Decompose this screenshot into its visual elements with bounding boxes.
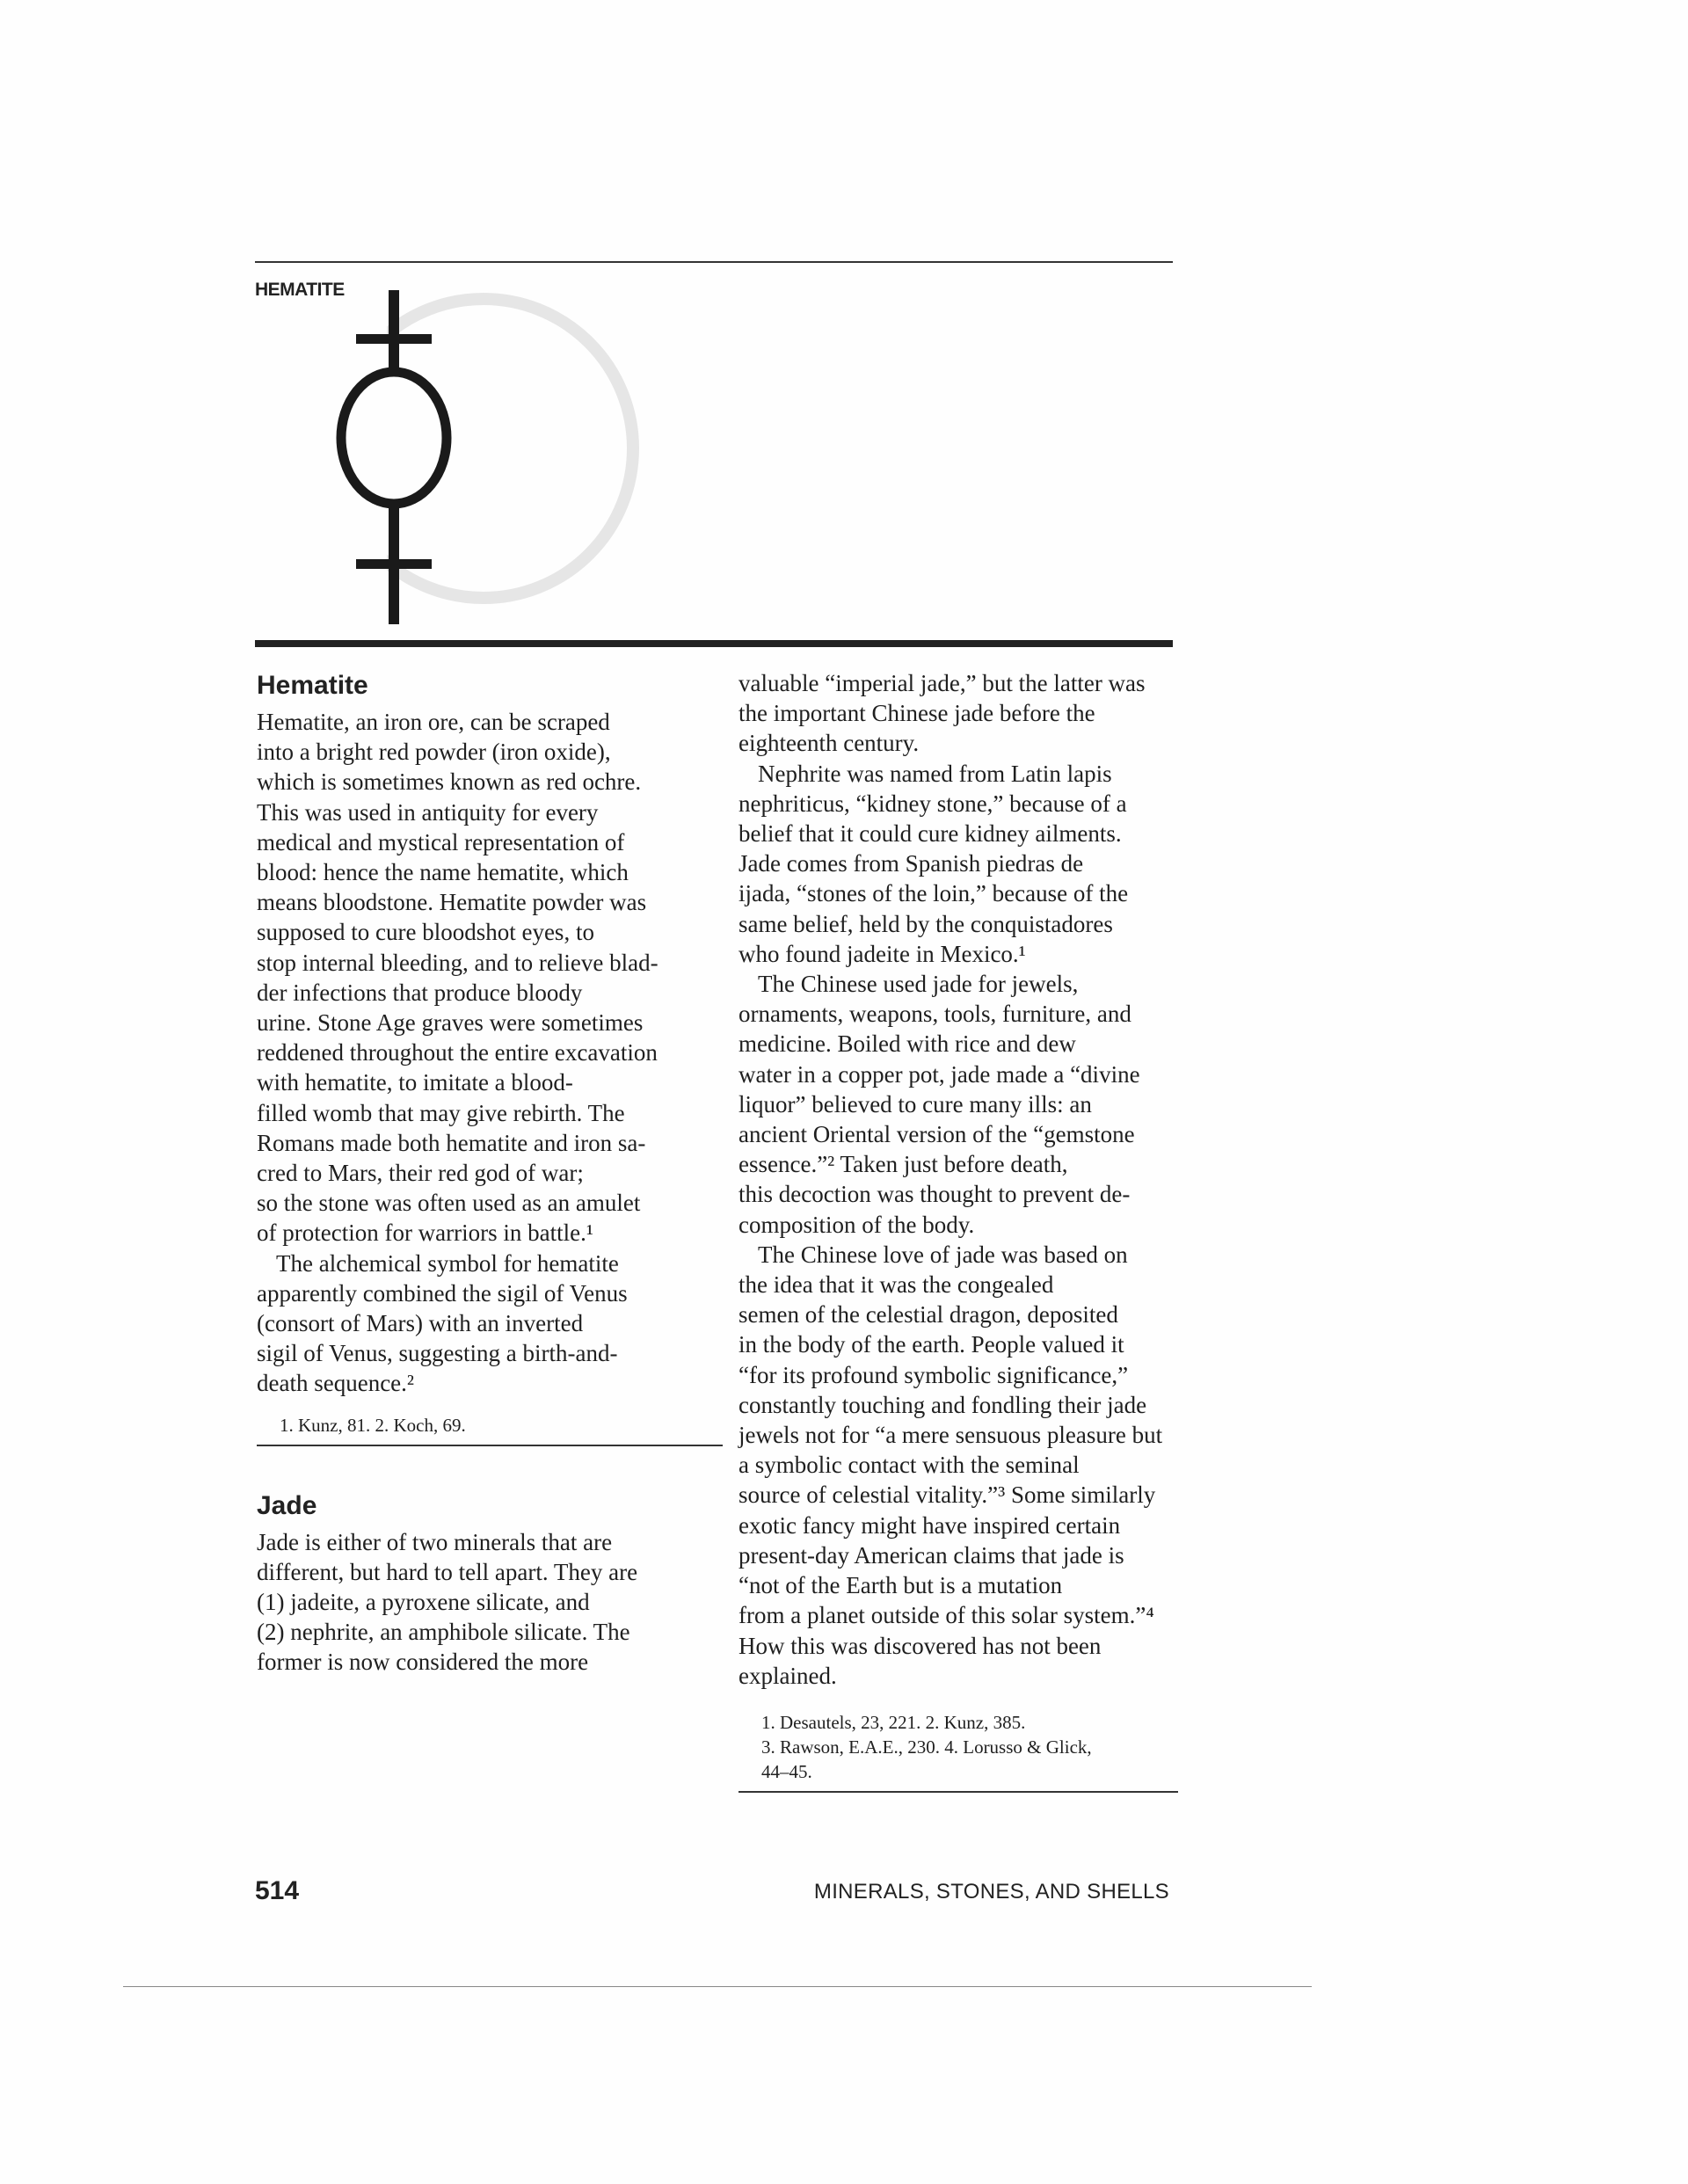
text-line: ornaments, weapons, tools, furniture, and: [738, 1001, 1131, 1028]
text-line: reddened throughout the entire excavation: [257, 1039, 658, 1067]
text-line: jewels not for “a mere sensuous pleasure but: [738, 1422, 1163, 1449]
text-line: former is now considered the more: [257, 1649, 589, 1676]
text-line: ancient Oriental version of the “gemstone: [738, 1121, 1135, 1148]
hematite-body: [257, 707, 723, 1399]
text-line: Jade is either of two minerals that are: [257, 1528, 613, 1555]
text-line: filled womb that may give rebirth. The: [257, 1099, 625, 1126]
text-line: in the body of the earth. People valued it: [738, 1331, 1124, 1358]
left-column: [257, 668, 723, 1678]
text-line: of protection for warriors in battle.¹: [257, 1219, 593, 1247]
text-line: semen of the celestial dragon, deposited: [738, 1301, 1118, 1329]
scan-edge-line: [123, 1986, 1312, 1987]
text-line: nephriticus, “kidney stone,” because of a: [738, 790, 1127, 817]
text-line: “for its profound symbolic significance,”: [738, 1361, 1129, 1388]
text-line: belief that it could cure kidney ailments.: [738, 820, 1122, 848]
text-line: different, but hard to tell apart. They are: [257, 1558, 638, 1585]
text-line: same belief, held by the conquistadores: [738, 910, 1113, 937]
text-line: The Chinese used jade for jewels,: [758, 971, 1079, 998]
text-line: eighteenth century.: [738, 730, 920, 757]
text-line: (2) nephrite, an amphibole silicate. The: [257, 1619, 630, 1646]
text-line: exotic fancy might have inspired certain: [738, 1511, 1121, 1539]
text-line: a symbolic contact with the seminal: [738, 1452, 1080, 1479]
text-line: from a planet outside of this solar system.”⁴: [738, 1602, 1154, 1629]
page-number: 514: [255, 1876, 300, 1905]
text-line: who found jadeite in Mexico.¹: [738, 940, 1026, 967]
text-line: Romans made both hematite and iron sa-: [257, 1129, 646, 1156]
text-line: death sequence.²: [257, 1370, 415, 1397]
text-line: The alchemical symbol for hematite: [276, 1249, 619, 1277]
jade-body-right: [738, 668, 1178, 1691]
jade-footnotes: [738, 1710, 1178, 1784]
text-line: which is sometimes known as red ochre.: [257, 768, 642, 796]
text-line: medical and mystical representation of: [257, 828, 625, 855]
text-line: apparently combined the sigil of Venus: [257, 1279, 628, 1307]
text-line: This was used in antiquity for every: [257, 798, 599, 826]
text-line: so the stone was often used as an amulet: [257, 1190, 641, 1217]
text-line: medicine. Boiled with rice and dew: [738, 1030, 1076, 1058]
hematite-footnotes: [257, 1413, 723, 1438]
text-line: liquor” believed to cure many ills: an: [738, 1090, 1092, 1117]
top-rule: [255, 261, 1173, 263]
jade-heading: Jade: [257, 1490, 317, 1520]
text-line: der infections that produce bloody: [257, 979, 583, 1006]
text-line: blood: hence the name hematite, which: [257, 859, 629, 886]
hematite-alchemical-symbol-icon: [316, 290, 475, 624]
text-line: cred to Mars, their red god of war;: [257, 1160, 584, 1187]
text-line: into a bright red powder (iron oxide),: [257, 739, 611, 766]
footnote-line: 3. Rawson, E.A.E., 230. 4. Lorusso & Glick,: [761, 1736, 1092, 1758]
running-title: MINERALS, STONES, AND SHELLS: [813, 1880, 1169, 1904]
text-line: urine. Stone Age graves were sometimes: [257, 1009, 644, 1037]
text-line: ijada, “stones of the loin,” because of the: [738, 880, 1129, 907]
text-line: constantly touching and fondling their jade: [738, 1391, 1147, 1418]
jade-body-left: [257, 1527, 723, 1678]
footnote-rule: [738, 1791, 1178, 1793]
text-line: Hematite, an iron ore, can be scraped: [257, 709, 610, 735]
footnote-line: 1. Desautels, 23, 221. 2. Kunz, 385.: [761, 1711, 1026, 1733]
text-line: supposed to cure bloodshot eyes, to: [257, 919, 594, 946]
right-column: [738, 668, 1178, 1793]
text-line: present-day American claims that jade is: [738, 1541, 1124, 1569]
text-line: (consort of Mars) with an inverted: [257, 1310, 584, 1337]
text-line: sigil of Venus, suggesting a birth-and-: [257, 1340, 618, 1367]
text-line: The Chinese love of jade was based on: [758, 1241, 1128, 1268]
text-line: Jade comes from Spanish piedras de: [738, 850, 1084, 877]
text-line: essence.”² Taken just before death,: [738, 1151, 1068, 1178]
text-line: stop internal bleeding, and to relieve blad-: [257, 949, 658, 976]
text-line: with hematite, to imitate a blood-: [257, 1069, 573, 1096]
hematite-heading: Hematite: [257, 671, 368, 700]
footnote-rule: [257, 1445, 723, 1446]
text-line: water in a copper pot, jade made a “divine: [738, 1060, 1140, 1088]
text-line: “not of the Earth but is a mutation: [738, 1572, 1063, 1599]
text-line: source of celestial vitality.”³ Some similarly: [738, 1481, 1156, 1509]
section-label: HEMATITE: [255, 280, 345, 300]
text-line: (1) jadeite, a pyroxene silicate, and: [257, 1589, 590, 1616]
text-line: Nephrite was named from Latin lapis: [758, 760, 1112, 787]
text-line: explained.: [738, 1662, 837, 1689]
footnote-line: 44–45.: [761, 1760, 812, 1782]
text-line: valuable “imperial jade,” but the latter was: [738, 670, 1146, 696]
text-line: means bloodstone. Hematite powder was: [257, 889, 647, 916]
text-line: the idea that it was the congealed: [738, 1271, 1054, 1299]
text-line: the important Chinese jade before the: [738, 700, 1095, 727]
text-line: How this was discovered has not been: [738, 1632, 1102, 1659]
header-thick-rule: [255, 640, 1173, 647]
text-line: this decoction was thought to prevent de-: [738, 1181, 1131, 1208]
footnote-line: 1. Kunz, 81. 2. Koch, 69.: [280, 1414, 466, 1436]
text-line: composition of the body.: [738, 1211, 975, 1238]
